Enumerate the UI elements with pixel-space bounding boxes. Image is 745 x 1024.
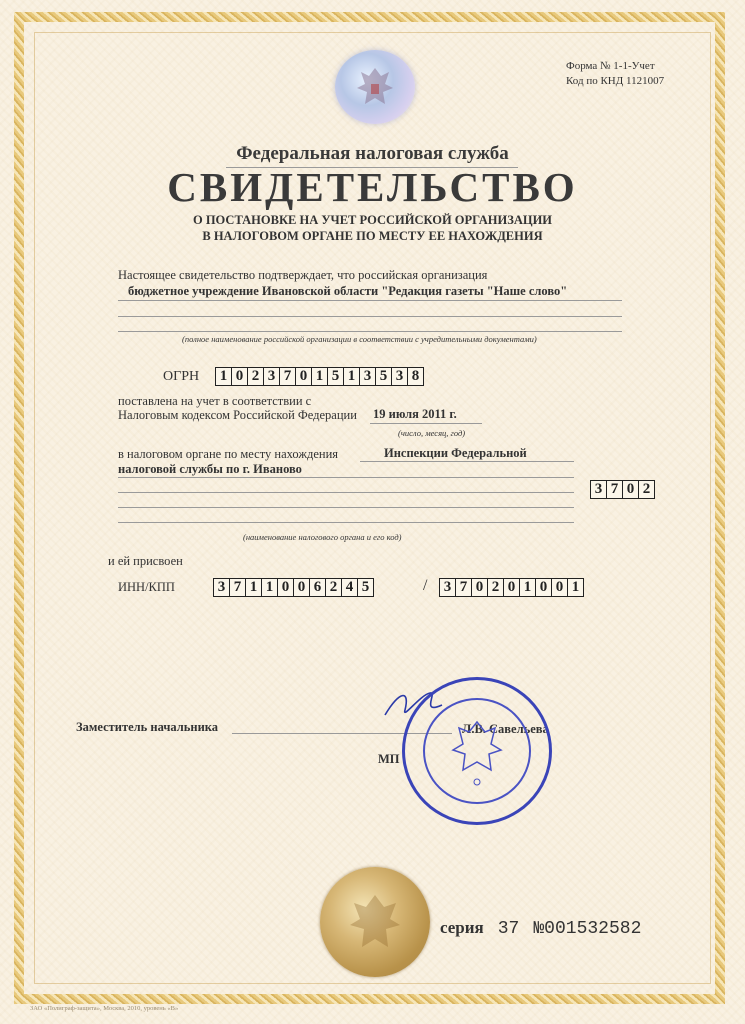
org-name-hint: (полное наименование российской организации в соответствии с учредительными документами)	[182, 334, 537, 344]
serial-block	[440, 918, 641, 939]
ogrn-digit: 5	[376, 368, 392, 385]
authority-code-digit: 2	[642, 481, 651, 497]
organization-name: бюджетное учреждение Ивановской области "Редакция газеты "Наше слово"	[128, 284, 568, 298]
inn-digit: 5	[361, 579, 370, 595]
authority-underline-5	[118, 522, 574, 523]
signatory-name: Л.В. Савельева	[462, 722, 549, 736]
stamp-inner-ring	[423, 698, 531, 804]
kpp-digit: 1	[520, 579, 536, 596]
eagle-icon	[335, 50, 415, 124]
embossed-seal	[320, 867, 430, 977]
ogrn-digit: 0	[296, 368, 312, 385]
inn-digit: 1	[262, 579, 278, 596]
kpp-digit: 0	[504, 579, 520, 596]
org-line-3	[118, 331, 622, 332]
ogrn-digit: 1	[312, 368, 328, 385]
document-title: СВИДЕТЕЛЬСТВО	[167, 164, 578, 210]
authority-code-digit: 0	[623, 481, 639, 498]
series-label: серия	[440, 918, 484, 937]
subtitle-line-2: В НАЛОГОВОМ ОРГАНЕ ПО МЕСТУ ЕЕ НАХОЖДЕНИЯ	[202, 229, 543, 243]
inn-kpp-slash: /	[423, 577, 428, 594]
org-line-2	[118, 316, 622, 317]
authority-code-digit: 3	[591, 481, 607, 498]
form-number: Форма № 1-1-Учет	[566, 60, 655, 72]
ogrn-digit: 3	[360, 368, 376, 385]
stamp-eagle-icon	[425, 700, 529, 802]
ogrn-digit: 5	[328, 368, 344, 385]
knd-code: Код по КНД 1121007	[566, 75, 665, 87]
printer-note: ЗАО «Полиграф-защита», Москва, 2010, уровень «В»	[30, 1005, 179, 1012]
authority-underline-2	[118, 477, 574, 478]
document-subtitle	[0, 212, 745, 244]
kpp-digit: 0	[536, 579, 552, 596]
kpp-digit: 1	[571, 579, 580, 595]
kpp-digit: 2	[488, 579, 504, 596]
form-meta	[566, 59, 664, 89]
intro-text: Настоящее свидетельство подтверждает, что российская организация	[118, 268, 488, 282]
authority-hint: (наименование налогового органа и его код)	[243, 532, 402, 542]
series-number: 37	[497, 919, 520, 939]
official-stamp	[402, 677, 552, 825]
inn-digit: 3	[214, 579, 230, 596]
inn-digit: 1	[246, 579, 262, 596]
inn-digit-boxes	[213, 578, 374, 597]
authority-code-boxes	[590, 480, 655, 499]
registration-line-1: поставлена на учет в соответствии с	[118, 394, 312, 408]
authority-underline-1	[360, 461, 574, 462]
org-line-1	[118, 300, 622, 301]
authority-name-line-1: Инспекции Федеральной	[384, 446, 527, 460]
registration-date: 19 июля 2011 г.	[373, 407, 457, 421]
kpp-digit: 3	[440, 579, 456, 596]
inn-digit: 4	[342, 579, 358, 596]
inn-kpp-label: ИНН/КПП	[118, 580, 175, 594]
service-name: Федеральная налоговая служба	[236, 143, 509, 164]
inn-digit: 6	[310, 579, 326, 596]
signatory-position: Заместитель начальника	[76, 720, 219, 734]
assigned-text: и ей присвоен	[108, 554, 183, 568]
inn-digit: 0	[294, 579, 310, 596]
authority-code-digit: 7	[607, 481, 623, 498]
ogrn-label: ОГРН	[163, 369, 200, 384]
authority-prefix: в налоговом органе по месту нахождения	[118, 447, 339, 461]
document-number: №001532582	[533, 919, 642, 939]
seal-eagle-icon	[320, 867, 430, 977]
kpp-digit: 7	[456, 579, 472, 596]
ogrn-digit: 3	[392, 368, 408, 385]
ogrn-digit-boxes	[215, 367, 424, 386]
inn-digit: 0	[278, 579, 294, 596]
authority-underline-4	[118, 507, 574, 508]
subtitle-line-1: О ПОСТАНОВКЕ НА УЧЕТ РОССИЙСКОЙ ОРГАНИЗАЦИИ	[192, 213, 553, 227]
inn-digit: 2	[326, 579, 342, 596]
inn-digit: 7	[230, 579, 246, 596]
ogrn-digit: 7	[280, 368, 296, 385]
date-hint: (число, месяц, год)	[398, 428, 466, 438]
kpp-digit-boxes	[439, 578, 584, 597]
ogrn-digit: 1	[344, 368, 360, 385]
authority-name-line-2: налоговой службы по г. Иваново	[118, 462, 302, 476]
ogrn-digit: 2	[248, 368, 264, 385]
stamp-place-mp: МП	[378, 752, 400, 766]
ogrn-digit: 1	[216, 368, 232, 385]
kpp-digit: 0	[472, 579, 488, 596]
hologram-emblem	[335, 50, 415, 124]
ogrn-digit: 0	[232, 368, 248, 385]
date-underline	[370, 423, 482, 424]
authority-underline-3	[118, 492, 574, 493]
kpp-digit: 0	[552, 579, 568, 596]
registration-line-2: Налоговым кодексом Российской Федерации	[118, 408, 357, 422]
ogrn-digit: 8	[411, 368, 420, 384]
ogrn-digit: 3	[264, 368, 280, 385]
